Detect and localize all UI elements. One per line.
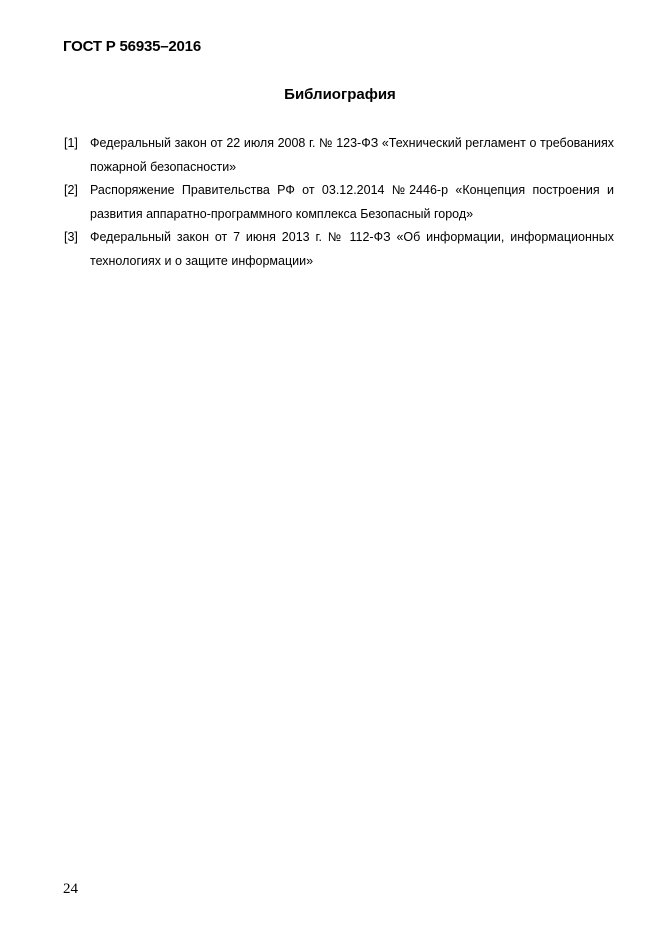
entry-text: Федеральный закон от 22 июля 2008 г. № 123-ФЗ «Технический регламент о требованиях пожарной безопасности»	[90, 136, 614, 174]
entry-text: Федеральный закон от 7 июня 2013 г. № 112-ФЗ «Об информации, информационных технологиях и о защите информации»	[90, 230, 614, 268]
entry-number: [2]	[64, 183, 78, 197]
document-code: ГОСТ Р 56935–2016	[63, 38, 201, 55]
bibliography-entry	[64, 226, 614, 273]
bibliography-entry	[64, 132, 614, 179]
bibliography-entry	[64, 179, 614, 226]
page-number: 24	[63, 881, 78, 897]
entry-text: Распоряжение Правительства РФ от 03.12.2014 №2446-р «Концепция построения и развития аппаратно-программного комплекса Безопасный город»	[90, 183, 614, 221]
bibliography-title: Библиография	[284, 86, 396, 103]
bibliography-list	[64, 132, 614, 273]
entry-number: [1]	[64, 136, 78, 150]
entry-number: [3]	[64, 230, 78, 244]
